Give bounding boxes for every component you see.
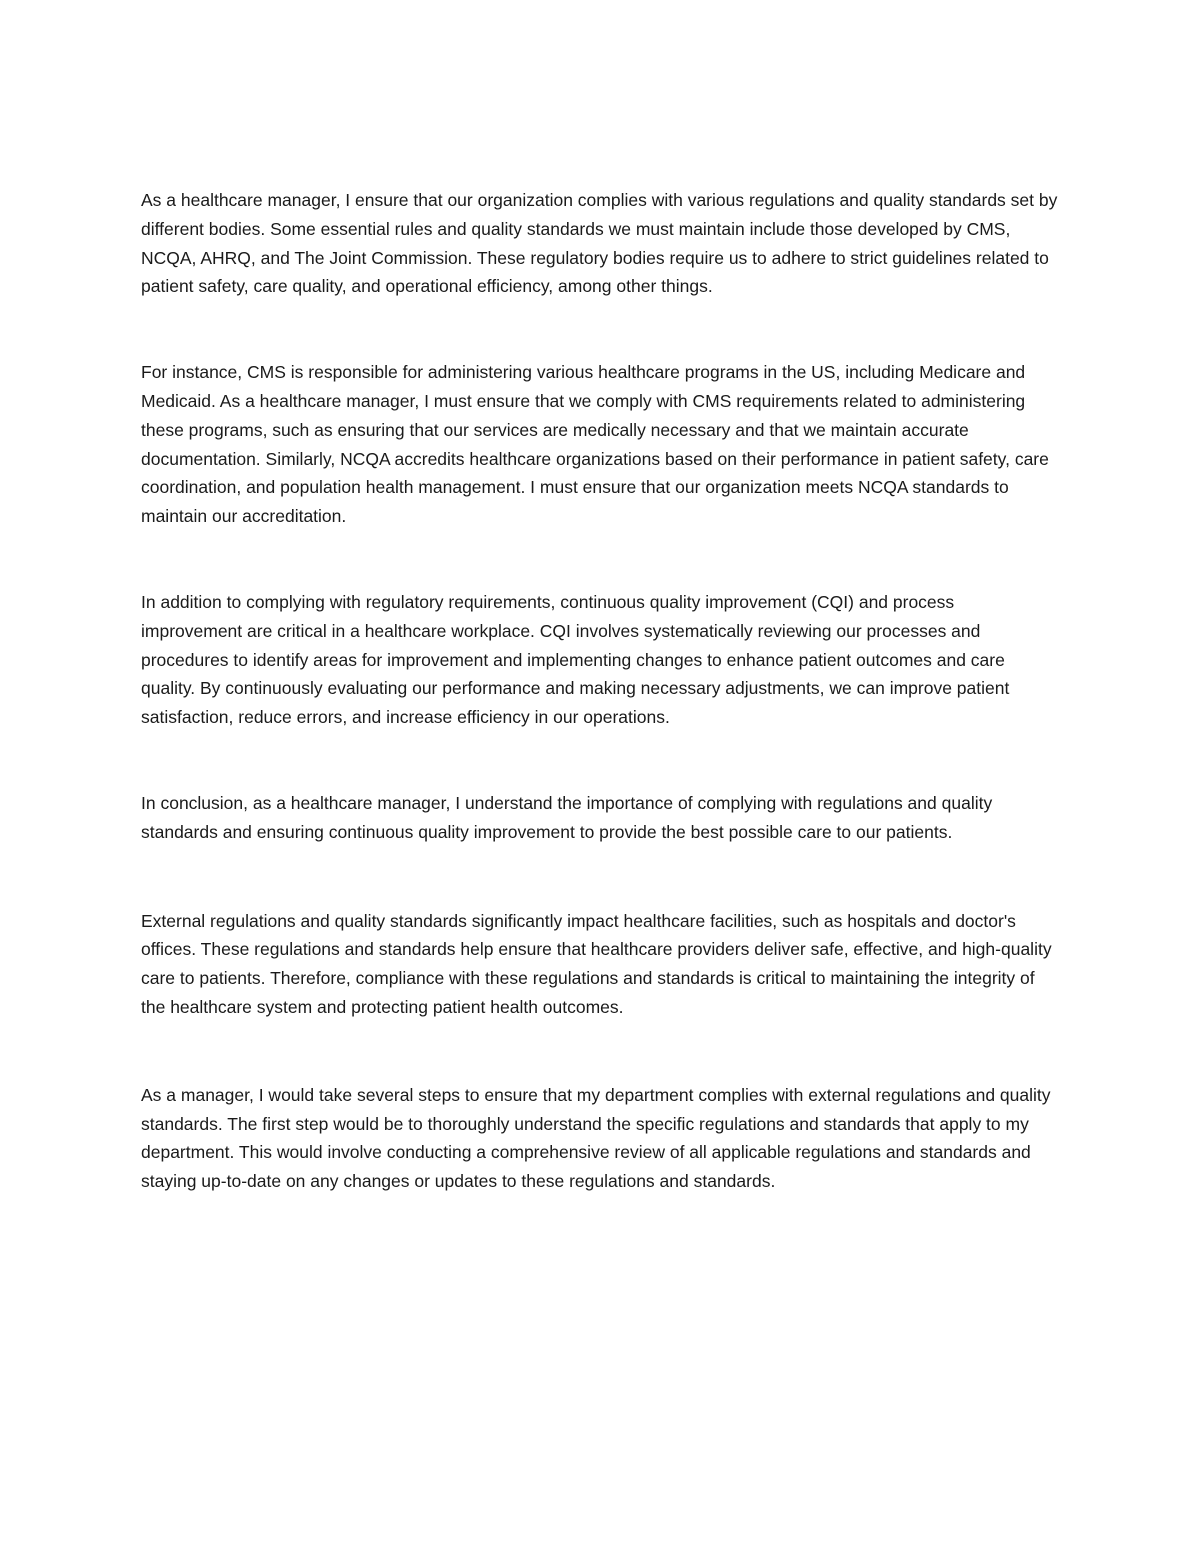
paragraph-conclusion: In conclusion, as a healthcare manager, I understand the importance of complying with regulations and quality standards and ensuring continuous quality improvement to provide the best possible care to our patients.	[141, 792, 993, 842]
paragraph-manager-steps: As a manager, I would take several steps to ensure that my department complies with external regulations and quality standards. The first step would be to thoroughly understand the specific regulations and standards that apply to my department. This would involve conducting a comprehensive review of all applicable regulations and standards and staying up-to-date on any changes or updates to these regulations and standards.	[141, 1084, 1051, 1192]
paragraph-external-regulations: External regulations and quality standards significantly impact healthcare facilities, such as hospitals and doctor's offices. These regulations and standards help ensure that healthcare providers deliver safe, effective, and high-quality care to patients. Therefore, compliance with these regulations and standards is critical to maintaining the integrity of the healthcare system and protecting patient health outcomes.	[141, 910, 1052, 1017]
paragraph-cqi: In addition to complying with regulatory requirements, continuous quality improvement (CQI) and process improvement are critical in a healthcare workplace. CQI involves systematically reviewing our processes and procedures to identify areas for improvement and implementing changes to enhance patient outcomes and care quality. By continuously evaluating our performance and making necessary adjustments, we can improve patient satisfaction, reduce errors, and increase efficiency in our operations.	[141, 591, 1010, 728]
paragraph-regulatory-bodies: As a healthcare manager, I ensure that our organization complies with various regulations and quality standards set by different bodies. Some essential rules and quality standards we must maintain include those developed by CMS, NCQA, AHRQ, and The Joint Commission. These regulatory bodies require us to adhere to strict guidelines related to patient safety, care quality, and operational efficiency, among other things.	[141, 190, 1058, 297]
document-body	[141, 186, 1059, 1253]
paragraph-cms-ncqa: For instance, CMS is responsible for administering various healthcare programs in the US, including Medicare and Medicaid. As a healthcare manager, I must ensure that we comply with CMS requirements related to administering these programs, such as ensuring that our services are medically necessary and that we maintain accurate documentation. Similarly, NCQA accredits healthcare organizations based on their performance in patient safety, care coordination, and population health management. I must ensure that our organization meets NCQA standards to maintain our accreditation.	[141, 362, 1049, 527]
